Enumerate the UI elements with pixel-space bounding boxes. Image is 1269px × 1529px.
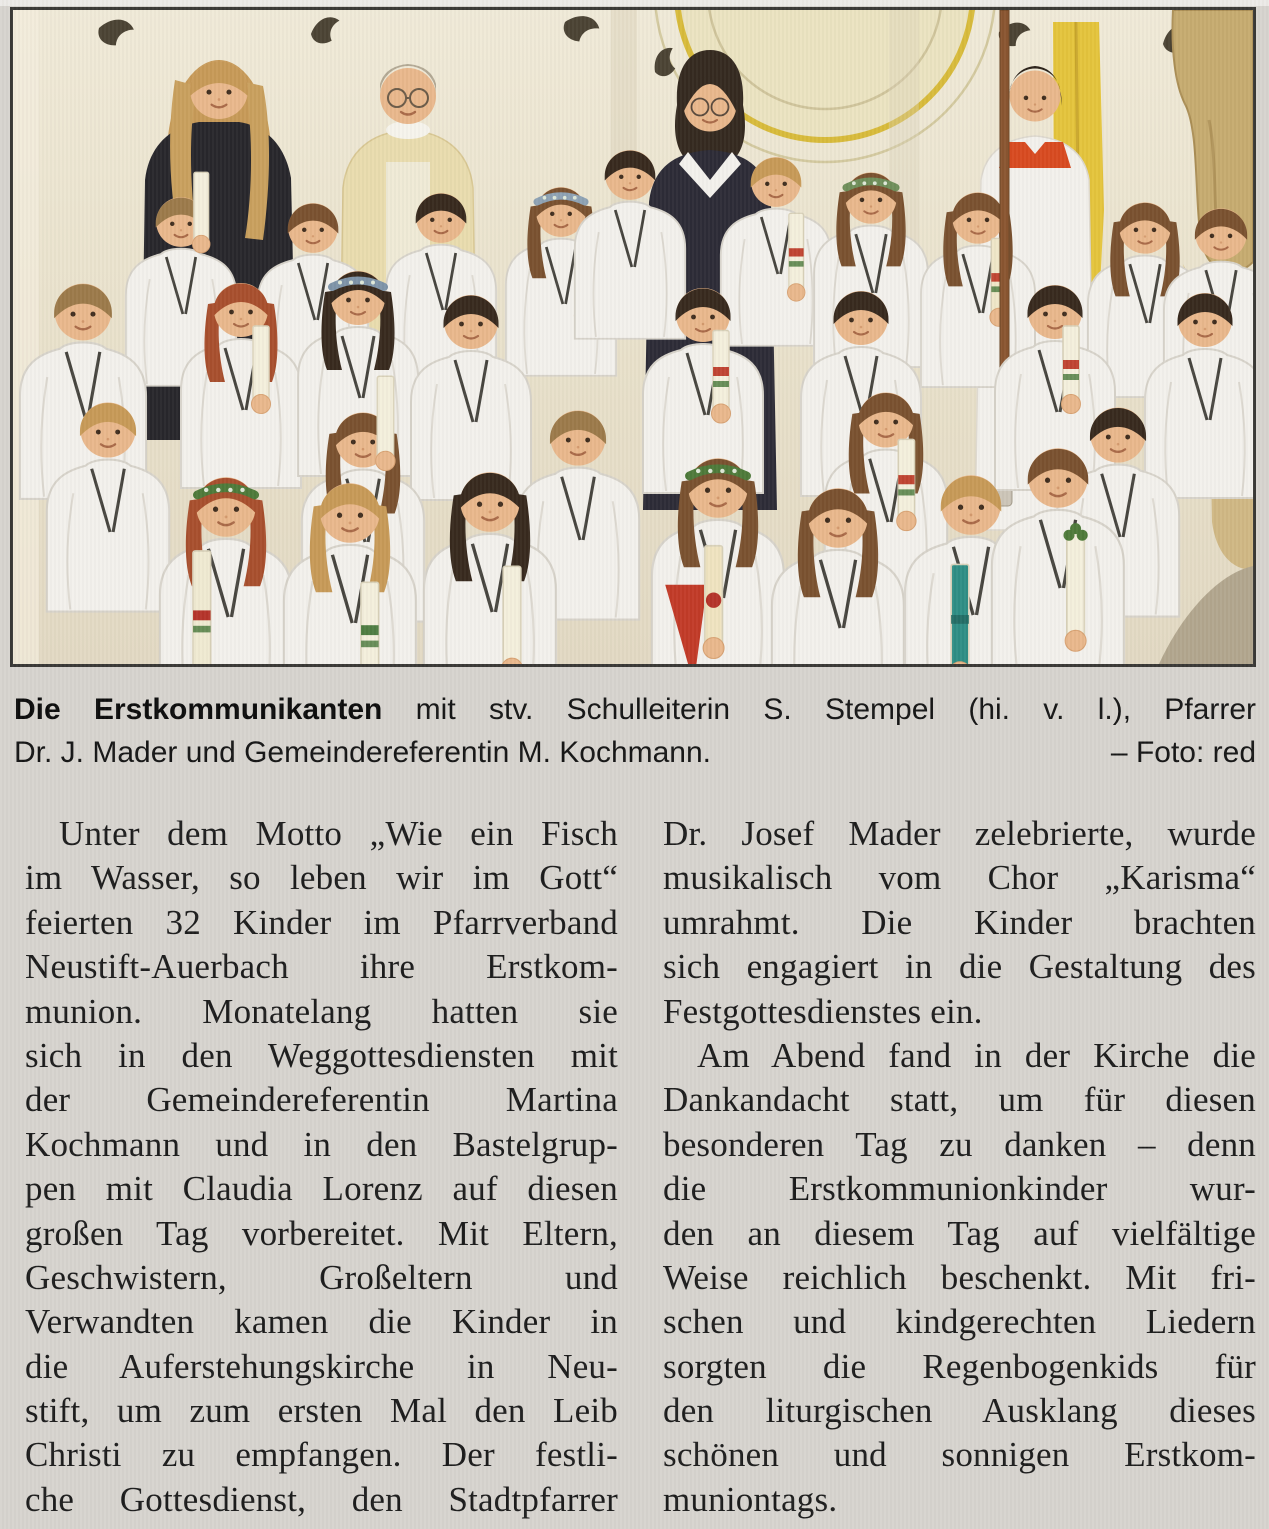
communion-candle [712, 331, 731, 424]
body-text-line: den liturgischen Ausklang dieses [663, 1391, 1256, 1431]
column-right [663, 812, 1256, 1522]
body-text-line: Geschwistern, Großeltern und [25, 1257, 618, 1297]
column-left [25, 812, 618, 1522]
communion-candle [788, 213, 805, 301]
body-text-line: schönen und sonnigen Erstkom- [663, 1435, 1256, 1475]
caption-rest: mit stv. Schulleiterin S. Stempel (hi. v. l.), Pfarrer [382, 693, 1256, 726]
body-text-line: Dr. Josef Mader zelebrierte, wurde [663, 814, 1256, 853]
communion-candle [1062, 326, 1081, 414]
communion-candle [1064, 523, 1088, 651]
body-text-line: die Auferstehungskirche in Neu- [25, 1346, 618, 1386]
communion-group-photo [10, 7, 1256, 667]
caption-line-2 [14, 731, 1256, 774]
caption-names: Dr. J. Mader und Gemeindereferentin M. Kochmann. [14, 736, 712, 769]
body-text-line: Weise reichlich beschenkt. Mit fri- [663, 1257, 1256, 1297]
body-text-line: sorgten die Regenbogenkids für [663, 1346, 1256, 1386]
body-text-line: sich engagiert in die Gestaltung des [663, 947, 1256, 987]
communion-candle [897, 439, 916, 530]
body-text-line: umrahmt. Die Kinder brachten [663, 902, 1256, 942]
body-text-line: sich in den Weggottesdiensten mit [25, 1035, 618, 1075]
body-text-line: pen mit Claudia Lorenz auf diesen [25, 1169, 618, 1209]
communion-candle [502, 566, 523, 664]
body-text-line: che Gottesdienst, den Stadtpfarrer [25, 1479, 618, 1519]
body-text-line: muniontags. [663, 1479, 838, 1519]
body-text-line: stift, um zum ersten Mal den Leib [25, 1391, 618, 1431]
article-columns [25, 812, 1256, 1522]
body-text-line: den an diesem Tag auf vielfältige [663, 1213, 1256, 1253]
body-text-line: Dankandacht statt, um für diesen [663, 1080, 1256, 1120]
body-text-line: munion. Monatelang hatten sie [25, 991, 618, 1031]
body-text-line: Am Abend fand in der Kirche die [697, 1035, 1256, 1075]
body-text-line: die Erstkommunionkinder wur- [663, 1169, 1256, 1209]
body-text-line: feierten 32 Kinder im Pfarrverband [25, 902, 618, 942]
body-text-line: Verwandten kamen die Kinder in [25, 1302, 618, 1342]
group-photo-illustration [13, 10, 1253, 664]
body-text-line: Christi zu empfangen. Der festli- [25, 1435, 618, 1475]
communion-candle [359, 582, 380, 664]
caption-lead: Die Erstkommunikanten [14, 693, 383, 726]
communion-candle [950, 564, 971, 664]
body-text-line: besonderen Tag zu danken – denn [663, 1124, 1256, 1164]
caption-line-1 [14, 688, 1256, 731]
photo-caption [14, 688, 1256, 774]
communion-candle [376, 376, 395, 470]
photo-credit: – Foto: red [1110, 736, 1256, 769]
body-text-line: der Gemeindereferentin Martina [25, 1080, 618, 1120]
body-text-line: Kochmann und in den Bastelgrup- [25, 1124, 618, 1164]
body-text-line: schen und kindgerechten Liedern [663, 1302, 1256, 1342]
scan-edge [0, 0, 1269, 6]
body-text-line: musikalisch vom Chor „Karisma“ [663, 858, 1256, 898]
communion-candle [191, 551, 212, 664]
body-text-line: Neustift-Auerbach ihre Erstkom- [25, 947, 618, 987]
communion-candle [193, 172, 210, 253]
body-text-line: im Wasser, so leben wir im Gott“ [25, 858, 618, 898]
body-text-line: Unter dem Motto „Wie ein Fisch [59, 814, 618, 853]
body-text-line: großen Tag vorbereitet. Mit Eltern, [25, 1213, 618, 1253]
communion-candle [703, 546, 724, 659]
body-text-line: Festgottesdienstes ein. [663, 991, 983, 1031]
communion-candle [252, 326, 271, 414]
